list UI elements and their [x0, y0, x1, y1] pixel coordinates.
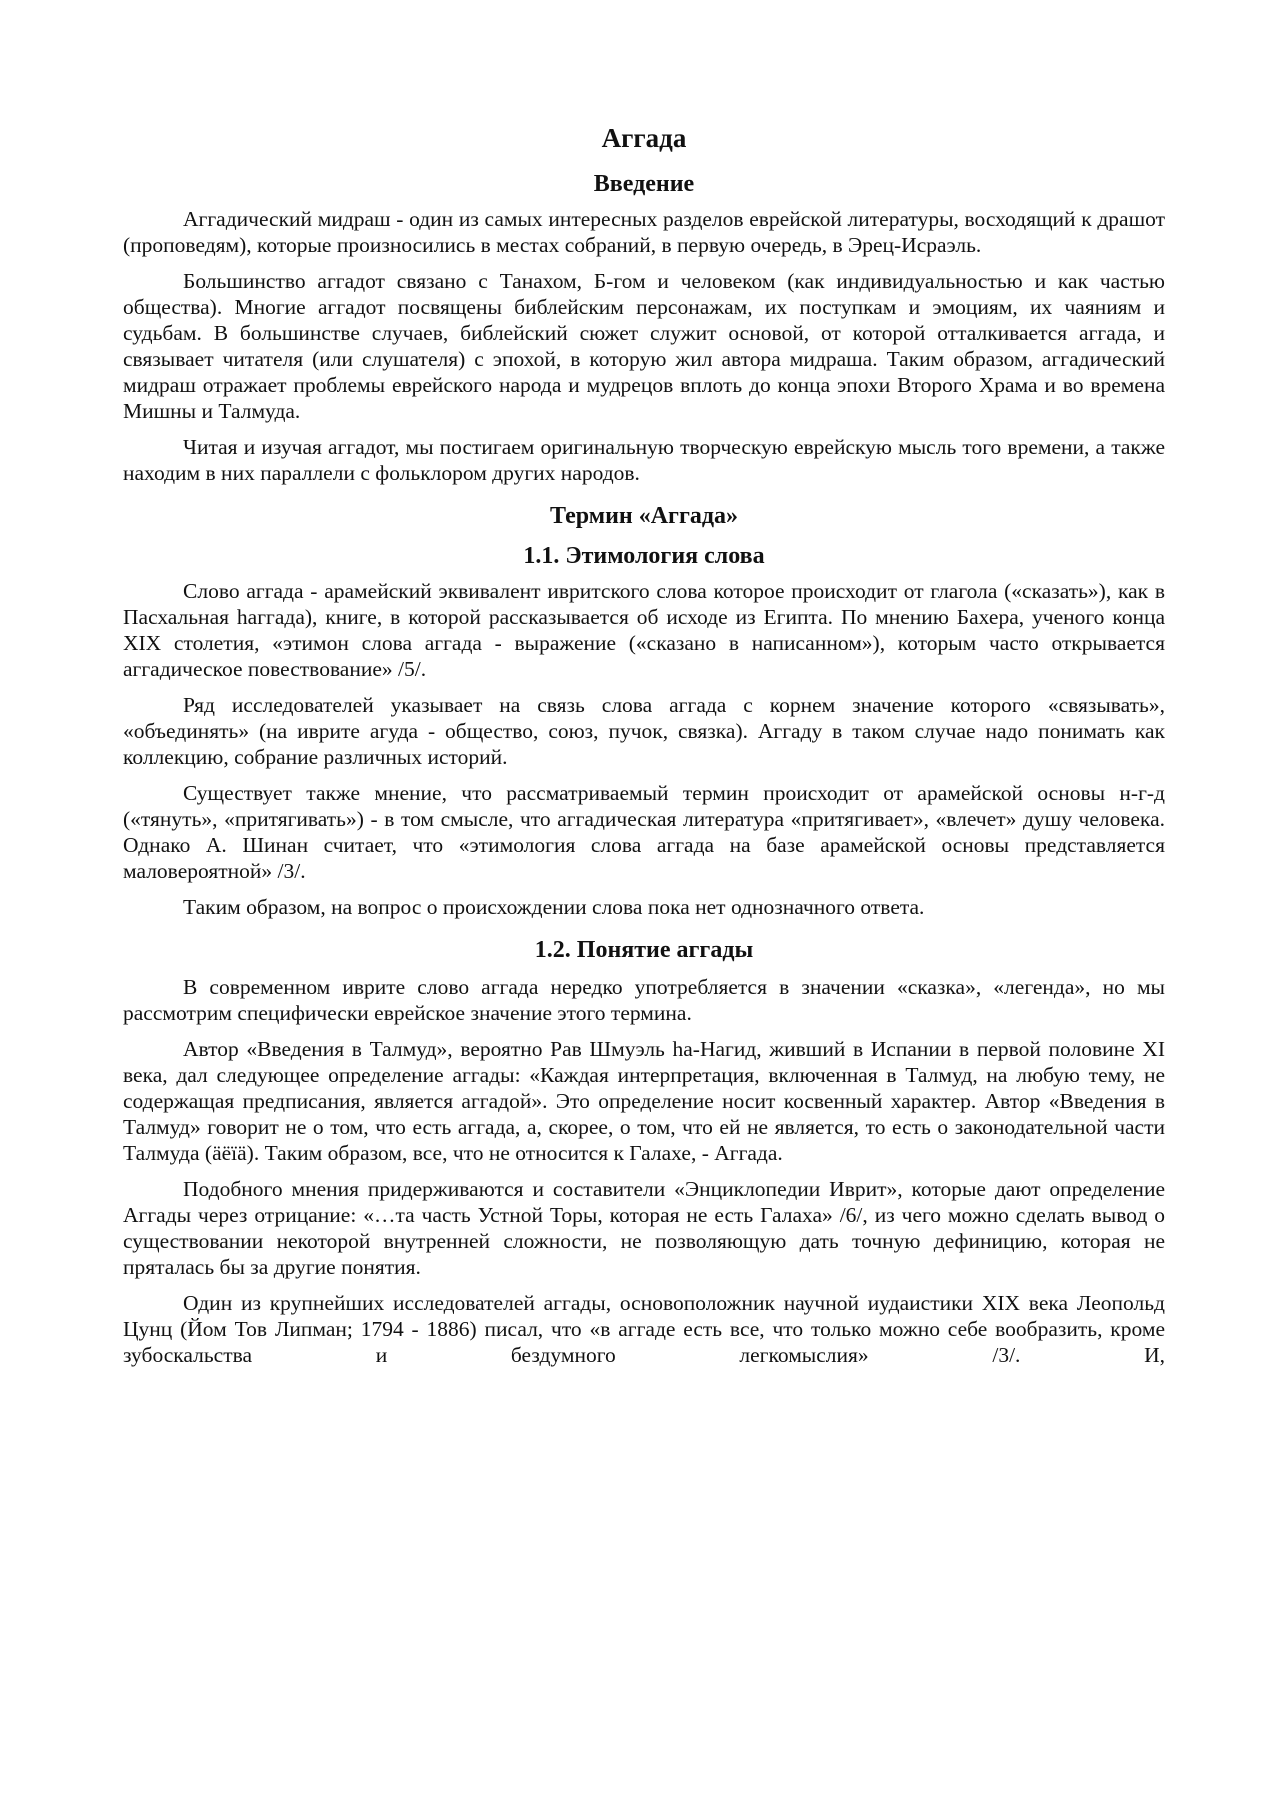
section-heading-term: Термин «Аггада»: [549, 503, 738, 529]
paragraph: Один из крупнейших исследователей аггады, основоположник научной иудаистики XIX века Леопольд Цунц (Йом Тов Липман; 1794 - 1886) писал, что «в аггаде есть все, что только можно себе вообразить, кроме зубоскальства и бездумного легкомыслия» /3/. И,: [123, 1291, 1165, 1367]
paragraph: Подобного мнения придерживаются и составители «Энциклопедии Иврит», которые дают определение Аггады через отрицание: «…та часть Устной Торы, которая не есть Галаха» /6/, из чего можно сделать вывод о существовании некоторой внутренней сложности, не позволяющую дать точную дефиницию, которая не пряталась бы за другие понятия.: [123, 1177, 1165, 1279]
paragraph: Большинство аггадот связано с Танахом, Б-гом и человеком (как индивидуальностью и как частью общества). Многие аггадот посвящены библейским персонажам, их поступкам и эмоциям, их чаяниям и судьбам. В большинстве случаев, библейский сюжет служит основой, от которой отталкивается аггада, и связывает читателя (или слушателя) с эпохой, в которую жил автора мидраша. Таким образом, аггадический мидраш отражает проблемы еврейского народа и мудрецов вплоть до конца эпохи Второго Храма и во времена Мишны и Талмуда.: [123, 269, 1165, 423]
subsection-heading-etymology: 1.1. Этимология слова: [523, 543, 765, 569]
document-title: Аггада: [601, 123, 687, 153]
paragraph: В современном иврите слово аггада нередко употребляется в значении «сказка», «легенда», но мы рассмотрим специфически еврейское значение этого термина.: [123, 975, 1165, 1025]
paragraph: Ряд исследователей указывает на связь слова аггада с корнем значение которого «связывать», «объединять» (на иврите агуда - общество, союз, пучок, связка). Аггаду в таком случае надо понимать как коллекцию, собрание различных историй.: [123, 693, 1165, 769]
paragraph: Автор «Введения в Талмуд», вероятно Рав Шмуэль hа-Нагид, живший в Испании в первой половине XI века, дал следующее определение аггады: «Каждая интерпретация, включенная в Талмуд, на любую тему, не содержащая предписания, является аггадой». Это определение носит косвенный характер. Автор «Введения в Талмуд» говорит не о том, что есть аггада, а, скорее, о том, что ей не является, то есть о законодательной части Талмуда (äëïä). Таким образом, все, что не относится к Галахе, - Аггада.: [123, 1037, 1165, 1165]
section-heading-introduction: Введение: [593, 171, 695, 197]
paragraph: Таким образом, на вопрос о происхождении слова пока нет однозначного ответа.: [183, 895, 925, 919]
subsection-heading-concept: 1.2. Понятие аггады: [534, 937, 754, 963]
paragraph: Читая и изучая аггадот, мы постигаем оригинальную творческую еврейскую мысль того времени, а также находим в них параллели с фольклором других народов.: [123, 435, 1165, 485]
paragraph: Аггадический мидраш - один из самых интересных разделов еврейской литературы, восходящий к драшот (проповедям), которые произносились в местах собраний, в первую очередь, в Эрец-Исраэль.: [123, 207, 1165, 257]
paragraph: Слово аггада - арамейский эквивалент ивритского слова которое происходит от глагола («сказать»), как в Пасхальная hаггада), книге, в которой рассказывается об исходе из Египта. По мнению Бахера, ученого конца XIX столетия, «этимон слова аггада - выражение («сказано в написанном»), которым часто открывается аггадическое повествование» /5/.: [123, 579, 1165, 681]
paragraph: Существует также мнение, что рассматриваемый термин происходит от арамейской основы н-г-д («тянуть», «притягивать») - в том смысле, что аггадическая литература «притягивает», «влечет» душу человека. Однако А. Шинан считает, что «этимология слова аггада на базе арамейской основы представляется маловероятной» /3/.: [123, 781, 1165, 883]
